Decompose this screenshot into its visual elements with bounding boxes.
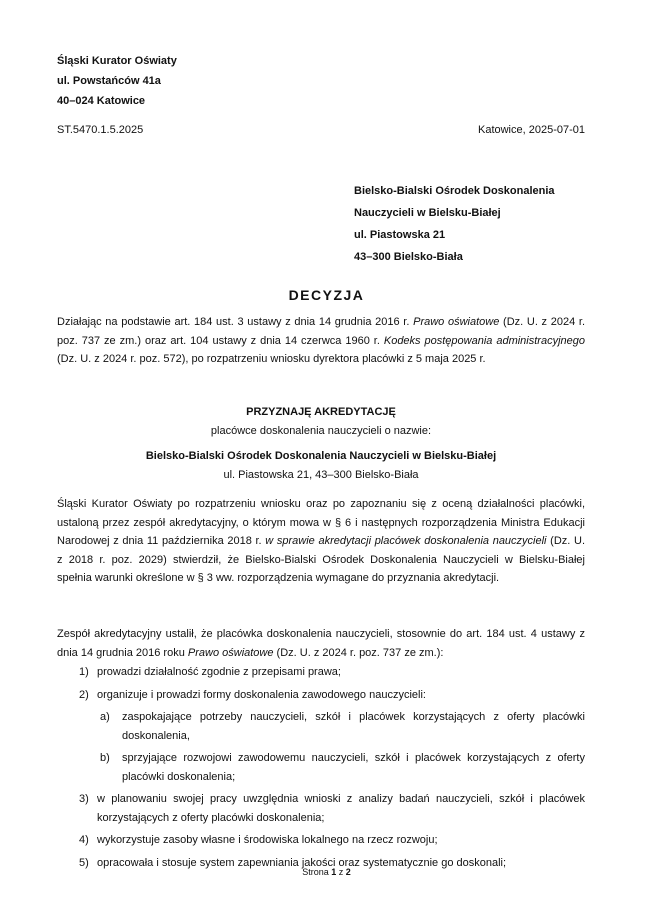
sub-list-item-text: sprzyjające rozwojowi zawodowemu nauczycieli, szkół i placówek korzystających z oferty placówki doskonalenia; (122, 752, 585, 783)
institution-name: Bielsko-Bialski Ośrodek Doskonalenia Nauczycieli w Bielsku-Białej (145, 450, 497, 462)
list-item-text: wykorzystuje zasoby własne i środowiska lokalnego na rzecz rozwoju; (97, 834, 438, 846)
intro-text-1: Działając na podstawie art. 184 ust. 3 ustawy z dnia 14 grudnia 2016 r. (57, 316, 414, 328)
intro-code-name: Kodeks postępowania administracyjnego (383, 334, 585, 347)
page-footer (0, 866, 653, 880)
grant-subheading: placówce doskonalenia nauczycieli o nazwie: (210, 425, 432, 437)
list-item-number: 1) (79, 666, 89, 678)
team-text-2: (Dz. U. z 2024 r. poz. 737 ze zm.): (273, 646, 444, 659)
sub-list-item (57, 749, 585, 786)
intro-paragraph (57, 313, 585, 369)
justification-paragraph (57, 495, 585, 588)
list-item (57, 831, 585, 850)
grant-section (57, 403, 585, 485)
sender-name: Śląski Kurator Oświaty (57, 55, 177, 67)
intro-text-3: (Dz. U. z 2024 r. poz. 572), po rozpatrzeniu wniosku dyrektora placówki z 5 maja 2025 r. (57, 353, 486, 365)
recipient-line-2: Nauczycieli w Bielsku-Białej (354, 207, 501, 219)
sub-list-item (57, 708, 585, 745)
institution-address: ul. Piastowska 21, 43–300 Bielsko-Biała (223, 469, 419, 481)
justification-text-2: (Dz. U. z 2018 r. poz. 2029) stwierdził, że Bielsko-Bialski Ośrodek Doskonalenia Nauczycieli w Bielsku-Białej spełnia warunki określone w § 3 ww. rozporządzenia wymagane do przyznania akredytacji. (57, 535, 586, 584)
team-act-name: Prawo oświatowe (187, 646, 274, 659)
list-item-text: w planowaniu swojej pracy uwzględnia wnioski z analizy badań nauczycieli, szkół i placówek korzystających z oferty placówki doskonalenia; (97, 793, 585, 824)
document-title: DECYZJA (288, 287, 365, 303)
footer-prefix: Strona (302, 867, 332, 877)
list-item (57, 686, 585, 705)
sub-list-item-letter: a) (100, 711, 110, 723)
team-text-1: Zespół akredytacyjny ustalił, że placówka doskonalenia nauczycieli, stosownie do art. 184 ust. 4 ustawy z dnia 14 grudnia 2016 roku (57, 628, 585, 659)
list-item-text: prowadzi działalność zgodnie z przepisami prawa; (97, 666, 341, 678)
team-paragraph (57, 625, 585, 662)
reference-number: ST.5470.1.5.2025 (57, 124, 144, 136)
sender-street: ul. Powstańców 41a (57, 75, 161, 87)
sender-city: 40–024 Katowice (57, 95, 146, 107)
place-date: Katowice, 2025-07-01 (477, 124, 585, 136)
footer-page-total: 2 (345, 867, 351, 877)
grant-heading: PRZYZNAJĘ AKREDYTACJĘ (246, 406, 396, 418)
sub-list-item-text: zaspokajające potrzeby nauczycieli, szkół i placówek korzystających z oferty placówki doskonalenia, (122, 711, 585, 742)
sender-address (57, 51, 177, 111)
footer-page-number: 1 (331, 867, 337, 877)
list-item-number: 5) (79, 856, 89, 869)
justification-text-1: Śląski Kurator Oświaty po rozpatrzeniu wniosku oraz po zapoznaniu się z oceną działalności placówki, ustaloną przez zespół akredytacyjny, o którym mowa w § 6 i następnych rozporządzenia Ministra Edukacji Narodowej z dnia 11 października 2018 r. (57, 498, 585, 547)
list-item-number: 3) (79, 793, 89, 805)
recipient-address (354, 180, 555, 268)
footer-separator: z (336, 867, 346, 877)
list-item-number: 2) (79, 688, 89, 701)
recipient-line-1: Bielsko-Bialski Ośrodek Doskonalenia (354, 185, 555, 197)
list-item (57, 663, 585, 682)
conditions-list (57, 663, 585, 876)
list-item-text: opracowała i stosuje system zapewniania jakości oraz systematycznie go doskonali; (97, 856, 507, 869)
intro-act-name: Prawo oświatowe (413, 316, 500, 328)
list-item-number: 4) (79, 834, 89, 846)
intro-text-2: (Dz. U. z 2024 r. poz. 737 ze zm.) oraz art. 104 ustawy z dnia 14 czerwca 1960 r. (57, 316, 586, 347)
list-item-text: organizuje i prowadzi formy doskonalenia zawodowego nauczycieli: (97, 688, 426, 701)
recipient-street: ul. Piastowska 21 (354, 229, 446, 241)
list-item (57, 790, 585, 827)
sub-list-item-letter: b) (100, 752, 110, 764)
recipient-city: 43–300 Bielsko-Biała (354, 251, 463, 263)
regulation-title: w sprawie akredytacji placówek doskonalenia nauczycieli (265, 535, 547, 547)
